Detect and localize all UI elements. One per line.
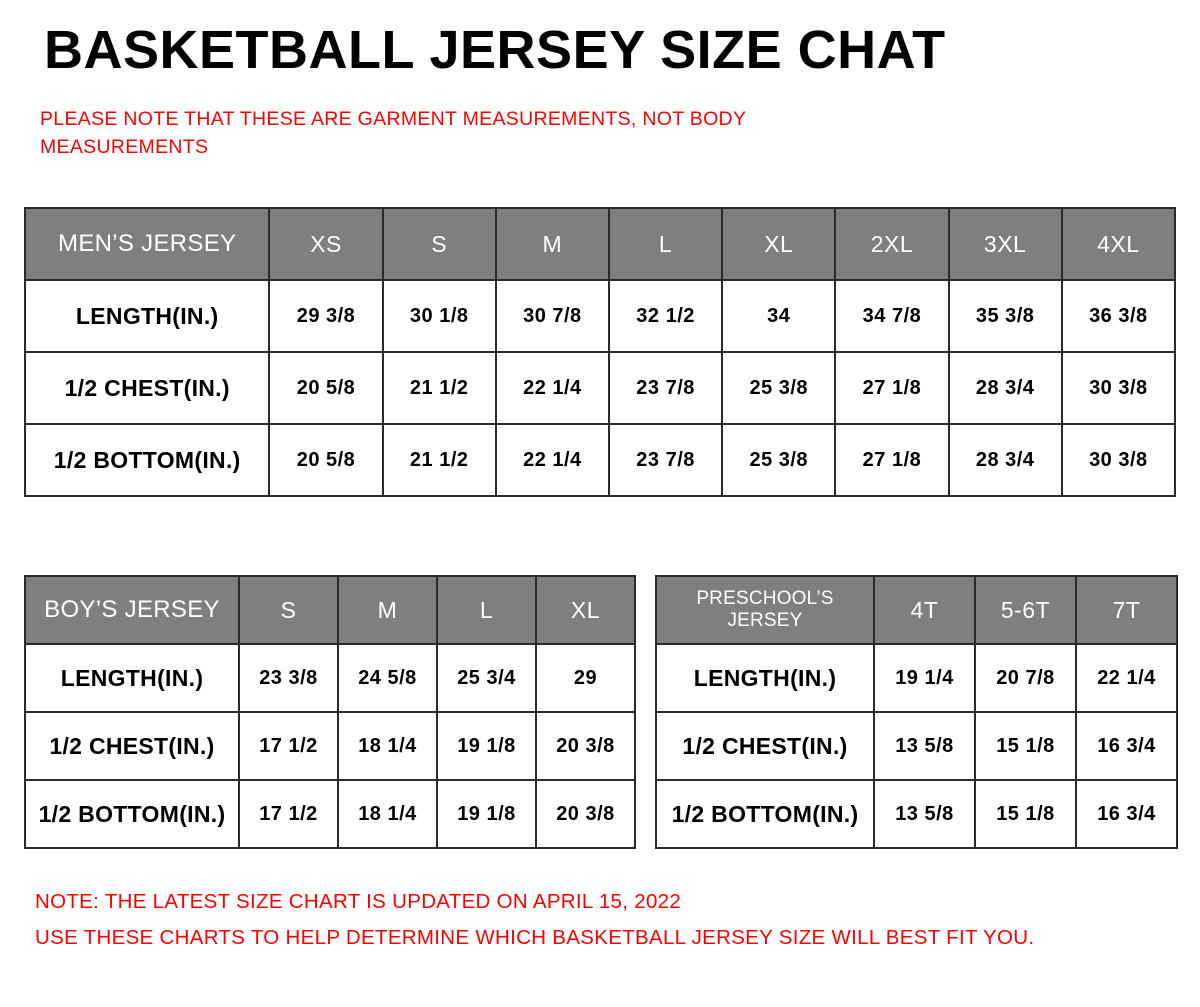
row-label: LENGTH(IN.)	[25, 644, 239, 712]
preschool-jersey-size-table	[655, 575, 1178, 849]
page-title: BASKETBALL JERSEY SIZE CHAT	[44, 20, 946, 80]
table-cell: 18 1/4	[338, 712, 437, 780]
table-cell: 15 1/8	[975, 712, 1076, 780]
table-cell: 21 1/2	[383, 424, 496, 496]
row-label: 1/2 CHEST(IN.)	[656, 712, 874, 780]
column-header: XL	[722, 208, 835, 280]
column-header: XS	[269, 208, 382, 280]
usage-note: USE THESE CHARTS TO HELP DETERMINE WHICH BASKETBALL JERSEY SIZE WILL BEST FIT YOU.	[35, 925, 1035, 949]
column-header: M	[496, 208, 609, 280]
column-header: S	[239, 576, 338, 644]
table-cell: 18 1/4	[338, 780, 437, 848]
column-header: MEN’S JERSEY	[25, 208, 269, 280]
table-cell: 34 7/8	[835, 280, 948, 352]
table-cell: 21 1/2	[383, 352, 496, 424]
table-row	[656, 780, 1177, 848]
mens-jersey-size-table	[24, 207, 1176, 497]
column-header: BOY’S JERSEY	[25, 576, 239, 644]
column-header: 4XL	[1062, 208, 1175, 280]
table-row	[25, 424, 1175, 496]
column-header: S	[383, 208, 496, 280]
table-row	[25, 352, 1175, 424]
table-cell: 20 5/8	[269, 424, 382, 496]
table-cell: 17 1/2	[239, 712, 338, 780]
table-cell: 17 1/2	[239, 780, 338, 848]
column-header: L	[437, 576, 536, 644]
table-row	[656, 644, 1177, 712]
table-cell: 20 3/8	[536, 712, 635, 780]
table-cell: 25 3/8	[722, 352, 835, 424]
table-header-row	[25, 576, 635, 644]
row-label: 1/2 CHEST(IN.)	[25, 712, 239, 780]
table-cell: 24 5/8	[338, 644, 437, 712]
table-row	[25, 712, 635, 780]
table-cell: 27 1/8	[835, 352, 948, 424]
table-cell: 29 3/8	[269, 280, 382, 352]
table-cell: 28 3/4	[949, 424, 1062, 496]
column-header: 2XL	[835, 208, 948, 280]
table-cell: 20 7/8	[975, 644, 1076, 712]
row-label: LENGTH(IN.)	[25, 280, 269, 352]
table-row	[25, 280, 1175, 352]
table-cell: 20 5/8	[269, 352, 382, 424]
table-cell: 25 3/4	[437, 644, 536, 712]
table-cell: 35 3/8	[949, 280, 1062, 352]
table-cell: 30 1/8	[383, 280, 496, 352]
table-cell: 19 1/8	[437, 780, 536, 848]
table-cell: 22 1/4	[496, 424, 609, 496]
update-note: NOTE: THE LATEST SIZE CHART IS UPDATED ON APRIL 15, 2022	[35, 890, 682, 913]
column-header: 4T	[874, 576, 975, 644]
boys-jersey-size-table	[24, 575, 636, 849]
table-cell: 16 3/4	[1076, 712, 1177, 780]
table-row	[25, 780, 635, 848]
row-label: LENGTH(IN.)	[656, 644, 874, 712]
table-cell: 36 3/8	[1062, 280, 1175, 352]
table-cell: 32 1/2	[609, 280, 722, 352]
table-cell: 22 1/4	[1076, 644, 1177, 712]
column-header: 7T	[1076, 576, 1177, 644]
row-label: 1/2 BOTTOM(IN.)	[25, 424, 269, 496]
table-cell: 34	[722, 280, 835, 352]
table-cell: 23 3/8	[239, 644, 338, 712]
table-cell: 29	[536, 644, 635, 712]
row-label: 1/2 CHEST(IN.)	[25, 352, 269, 424]
table-cell: 30 7/8	[496, 280, 609, 352]
table-cell: 20 3/8	[536, 780, 635, 848]
table-cell: 25 3/8	[722, 424, 835, 496]
table-cell: 27 1/8	[835, 424, 948, 496]
table-cell: 13 5/8	[874, 712, 975, 780]
table-cell: 22 1/4	[496, 352, 609, 424]
row-label: 1/2 BOTTOM(IN.)	[656, 780, 874, 848]
column-header: PRESCHOOL’S JERSEY	[656, 576, 874, 644]
footer-notes	[35, 884, 1165, 956]
table-cell: 30 3/8	[1062, 352, 1175, 424]
table-cell: 30 3/8	[1062, 424, 1175, 496]
table-cell: 23 7/8	[609, 424, 722, 496]
column-header: 5-6T	[975, 576, 1076, 644]
row-label: 1/2 BOTTOM(IN.)	[25, 780, 239, 848]
column-header: M	[338, 576, 437, 644]
table-cell: 13 5/8	[874, 780, 975, 848]
table-cell: 19 1/8	[437, 712, 536, 780]
garment-measurement-note: PLEASE NOTE THAT THESE ARE GARMENT MEASUREMENTS, NOT BODY MEASUREMENTS	[40, 108, 746, 159]
table-cell: 16 3/4	[1076, 780, 1177, 848]
column-header: L	[609, 208, 722, 280]
table-cell: 15 1/8	[975, 780, 1076, 848]
table-cell: 28 3/4	[949, 352, 1062, 424]
table-cell: 19 1/4	[874, 644, 975, 712]
column-header: 3XL	[949, 208, 1062, 280]
table-cell: 23 7/8	[609, 352, 722, 424]
table-header-row	[656, 576, 1177, 644]
table-row	[656, 712, 1177, 780]
table-header-row	[25, 208, 1175, 280]
column-header: XL	[536, 576, 635, 644]
table-row	[25, 644, 635, 712]
